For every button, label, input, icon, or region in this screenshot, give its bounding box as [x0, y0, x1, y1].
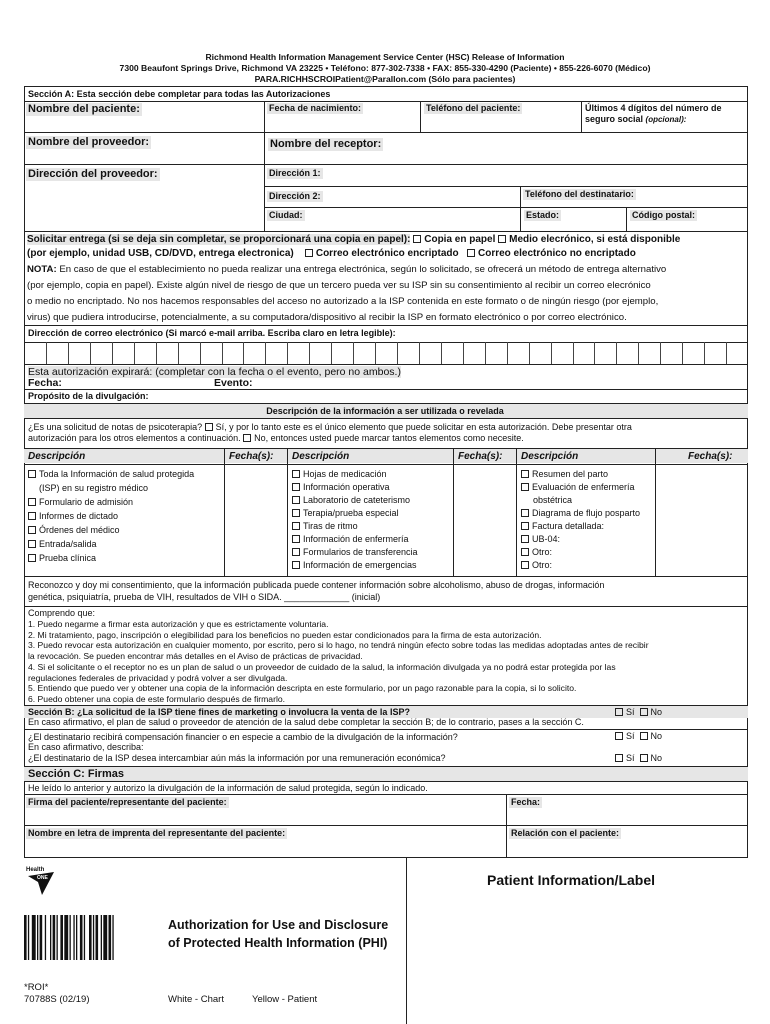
col2-item-7: Información de emergencias: [303, 560, 417, 570]
orders-checkbox[interactable]: [28, 526, 36, 534]
email-grid-divider: [331, 342, 332, 364]
purpose-label: Propósito de la divulgación:: [28, 391, 149, 401]
copy-white: White - Chart: [168, 994, 224, 1005]
b-q2-no-checkbox[interactable]: [640, 754, 648, 762]
psych-line-2: autorización para los otros elementos a continuación.: [28, 433, 241, 443]
understand-item: regulaciones federales de privacidad y podrá volver a ser divulgada.: [28, 672, 288, 683]
email-grid-divider: [529, 342, 530, 364]
barcode-bar: [64, 915, 68, 960]
recipient-name-label: Nombre del receptor:: [270, 138, 382, 150]
recipient-phone-label: Teléfono del destinatario:: [525, 189, 634, 199]
understand-item: 1. Puedo negarme a firmar esta autorización y que es estrictamente voluntaria.: [28, 619, 329, 629]
email-grid-divider: [353, 342, 354, 364]
b-q1-yes-checkbox[interactable]: [615, 732, 623, 740]
b-q2-yes: Sí: [626, 753, 635, 763]
email-grid-divider: [507, 342, 508, 364]
barcode-bar: [28, 915, 29, 960]
email-grid-divider: [594, 342, 595, 364]
address2-label: Dirección 2:: [269, 191, 321, 201]
understand-item: 4. Si el solicitante o el receptor no es un plan de salud o un proveedor de cuidado de la salud, la información divulgada ya no podrá estar protegida por las: [28, 661, 616, 672]
patient-label-title: Patient Information/Label: [487, 872, 656, 888]
doc-title-line-1: Authorization for Use and Disclosure: [168, 918, 389, 932]
section-a-title: Sección A: Esta sección debe completar para todas las Autorizaciones: [28, 89, 331, 99]
col1-item-1: Formulario de admisión: [39, 497, 134, 507]
dictation-checkbox[interactable]: [28, 512, 36, 520]
col2-item-2: Laboratorio de cateterismo: [303, 495, 411, 505]
ub04-checkbox[interactable]: [521, 535, 529, 543]
email-grid-divider: [200, 342, 201, 364]
email-grid-divider: [265, 342, 266, 364]
address1-label: Dirección 1:: [269, 168, 321, 178]
encrypted-label: Correo electrónico encriptado: [315, 248, 459, 259]
operative-checkbox[interactable]: [292, 483, 300, 491]
email-grid-divider: [287, 342, 288, 364]
description-header: Descripción de la información a ser utilizada o revelada: [266, 406, 504, 416]
email-grid-divider: [682, 342, 683, 364]
b-q2-no: No: [650, 753, 663, 763]
ssn-optional: (opcional):: [645, 115, 687, 124]
consent-line-2: genética, psiquiatría, prueba de VIH, resultados de VIH o SIDA.: [28, 592, 282, 602]
b-main-yes: Sí: [626, 707, 635, 717]
psych-no-checkbox[interactable]: [243, 434, 251, 442]
electronic-checkbox[interactable]: [498, 235, 506, 243]
barcode-bar: [53, 915, 56, 960]
note-line-2: (por ejemplo, copia en papel). Existe algún nivel de riesgo de que un tercero pueda ver su ISP sin su consentimiento al recibir un correo elecrónico: [27, 280, 651, 291]
email-grid-divider: [375, 342, 376, 364]
ssn-label-1: Últimos 4 dígitos del número de: [585, 103, 722, 113]
col3-item-2: Diagrama de flujo posparto: [532, 508, 641, 518]
expiry-event-label: Evento:: [214, 377, 253, 389]
col1-item-5: Prueba clínica: [39, 553, 97, 563]
email-grid-divider: [46, 342, 47, 364]
col2-item-1: Información operativa: [303, 482, 390, 492]
col2-desc-header: Descripción: [292, 451, 350, 462]
transfer-forms-checkbox[interactable]: [292, 548, 300, 556]
nursing-info-checkbox[interactable]: [292, 535, 300, 543]
psych-question: ¿Es una solicitud de notas de psicoterapia?: [28, 422, 203, 432]
col1-item-3: Órdenes del médico: [39, 525, 120, 535]
admission-checkbox[interactable]: [28, 498, 36, 506]
roi-code: *ROI*: [24, 982, 49, 993]
barcode-bar: [32, 915, 36, 960]
city-label: Ciudad:: [269, 210, 303, 220]
note-line-1: En caso de que el establecimiento no pueda realizar una entrega electrónica, según lo solicitado, se ofrecerá un método de entrega alternativo: [59, 264, 667, 275]
email-grid-divider: [616, 342, 617, 364]
email-grid-divider: [309, 342, 310, 364]
understand-item: 5. Entiendo que puedo ver y obtener una copia de la información descripta en este formulario, por un pago razonable para la copia, si lo solicito.: [28, 683, 577, 694]
col2-dates-header: Fecha(s):: [458, 451, 503, 462]
patient-name-label: Nombre del paciente:: [28, 103, 140, 115]
barcode-bar: [60, 915, 63, 960]
email-grid-divider: [551, 342, 552, 364]
electronic-label: Medio elecrónico, si está disponible: [509, 234, 681, 245]
provider-name-label: Nombre del proveedor:: [28, 136, 150, 148]
email-grid-divider: [419, 342, 420, 364]
consent-initial[interactable]: _____________ (inicial): [284, 592, 381, 602]
sign-date-label: Fecha:: [511, 797, 541, 807]
emergency-info-checkbox[interactable]: [292, 561, 300, 569]
b-q2-yes-checkbox[interactable]: [615, 754, 623, 762]
barcode-bar: [84, 915, 85, 960]
understand-item: 6. Puedo obtener una copia de este formulario después de firmarlo.: [28, 693, 286, 704]
cath-lab-checkbox[interactable]: [292, 496, 300, 504]
svg-text:ONE: ONE: [37, 875, 48, 881]
healthone-logo: [24, 862, 58, 896]
signature-label: Firma del paciente/representante del paciente:: [28, 797, 227, 807]
understand-item: 2. Mi tratamiento, pago, inscripción o elegibilidad para los beneficios no pueden estar condicionados para la firma de esta autorización.: [28, 629, 542, 640]
header-line-2: 7300 Beaufont Springs Drive, Richmond VA 23225 • Teléfono: 877-302-7338 • FAX: 855-330-4290 (Paciente) • 855-226-6070 (Médico): [119, 63, 651, 73]
barcode-bar: [80, 915, 83, 960]
barcode-bar: [96, 915, 99, 960]
barcode-bar: [109, 915, 112, 960]
barcode-bar: [57, 915, 58, 960]
state-label: Estado:: [526, 210, 560, 220]
email-grid-divider: [222, 342, 223, 364]
b-question-1: ¿El destinatario recibirá compensación financier o en especie a cambio de la divulgación de la información?: [28, 732, 458, 742]
barcode-bar: [93, 915, 94, 960]
note-line-3: o medio no encriptado. No nos hacemos responsables del acceso no autorizado a la ISP contenida en este formato o de ningún riesgo (por ejemplo,: [27, 296, 659, 307]
delivery-label: Solicitar entrega (si se deja sin completar, se proporcionará una copia en papel):: [27, 234, 411, 245]
note-label: NOTA:: [27, 264, 57, 275]
psych-yes-checkbox[interactable]: [205, 423, 213, 431]
col3-item-6: Otro:: [532, 560, 553, 570]
col3-item-3: Factura detallada:: [532, 521, 605, 531]
barcode-bar: [24, 915, 27, 960]
b-question-2: ¿El destinatario de la ISP desea intercambiar aún más la información por una remuneración económica?: [28, 753, 446, 763]
all-phi-checkbox[interactable]: [28, 470, 36, 478]
barcode-bar: [101, 915, 102, 960]
note-line-4: virus) que pudiera introducirse, potencialmente, a su computadora/dispositivo al recibir la ISP en formato electrónico o por correo electrónico.: [27, 312, 627, 323]
barcode-bar: [73, 915, 74, 960]
section-b-line-2: En caso afirmativo, el plan de salud o proveedor de atención de la salud debe completar la sección B; de lo contrario, pases a la sección C.: [28, 717, 584, 727]
barcode-bar: [112, 915, 113, 960]
barcode-bar: [76, 915, 77, 960]
email-grid-divider: [660, 342, 661, 364]
psych-yes-text: Sí, y por lo tanto este es el único elemento que puede solicitar en esta autorización. Debe presentar otra: [215, 422, 632, 432]
postpartum-checkbox[interactable]: [521, 509, 529, 517]
email-grid-divider: [90, 342, 91, 364]
email-grid-divider: [397, 342, 398, 364]
col2-item-0: Hojas de medicación: [303, 469, 387, 479]
barcode-bar: [50, 915, 51, 960]
delivery-examples: (por ejemplo, unidad USB, CD/DVD, entrega electronica): [27, 248, 294, 259]
psych-no-text: No, entonces usted puede marcar tantos elementos como necesite.: [254, 433, 524, 443]
understand-title: Comprendo que:: [28, 608, 96, 618]
unencrypted-label: Correo electrónico no encriptado: [478, 248, 636, 259]
col1-item-0: Toda la Información de salud protegida: [39, 469, 195, 479]
clinical-test-checkbox[interactable]: [28, 554, 36, 562]
med-sheets-checkbox[interactable]: [292, 470, 300, 478]
header-email: PARA.RICHHSCROIPatient@Parallon.com (Sólo para pacientes): [254, 74, 516, 84]
unencrypted-checkbox[interactable]: [467, 249, 475, 257]
understand-item: 3. Puedo revocar esta autorización en cualquier momento, por escrito, pero si lo hago, no tendrá ningún efecto sobre todas las medidas adoptadas antes de recibir: [28, 640, 649, 651]
barcode-bar: [103, 915, 107, 960]
col1-item-2: Informes de dictado: [39, 511, 119, 521]
paper-checkbox[interactable]: [413, 235, 421, 243]
email-grid-divider: [68, 342, 69, 364]
col1-desc-header: Descripción: [28, 451, 86, 462]
doc-title-line-2: of Protected Health Information (PHI): [168, 936, 388, 950]
email-grid-divider: [726, 342, 727, 364]
logo-text: Health: [26, 867, 45, 873]
relationship-label: Relación con el paciente:: [511, 828, 620, 838]
b-q1-yes: Sí: [626, 731, 635, 741]
email-grid-divider: [463, 342, 464, 364]
b-question-1b: En caso afirmativo, describa:: [28, 742, 144, 752]
barcode-bar: [37, 915, 38, 960]
barcode-bar: [89, 915, 92, 960]
b-main-no: No: [650, 707, 663, 717]
barcode: [24, 915, 154, 960]
b-main-no-checkbox[interactable]: [640, 708, 648, 716]
ssn-label-2: seguro social: [585, 114, 644, 124]
understand-item: la revocación. Se pueden encontrar más detalles en el Aviso de prácticas de privacidad.: [28, 651, 363, 662]
special-therapy-checkbox[interactable]: [292, 509, 300, 517]
b-main-yes-checkbox[interactable]: [615, 708, 623, 716]
itemized-bill-checkbox[interactable]: [521, 522, 529, 530]
email-grid-divider: [441, 342, 442, 364]
col2-item-4: Tiras de ritmo: [303, 521, 358, 531]
col3-item-1: Evaluación de enfermería: [532, 482, 635, 492]
email-grid-divider: [178, 342, 179, 364]
encrypted-checkbox[interactable]: [305, 249, 313, 257]
patient-phone-label: Teléfono del paciente:: [426, 103, 521, 113]
col2-item-5: Información de enfermería: [303, 534, 409, 544]
col1-dates-header: Fecha(s):: [229, 451, 274, 462]
dob-label: Fecha de nacimiento:: [269, 103, 362, 113]
col3-desc-header: Descripción: [521, 451, 579, 462]
paper-label: Copia en papel: [424, 234, 496, 245]
nursing-eval-checkbox[interactable]: [521, 483, 529, 491]
other1-checkbox[interactable]: [521, 548, 529, 556]
col3-item-1-cont: obstétrica: [533, 495, 573, 505]
col3-item-5: Otro:: [532, 547, 553, 557]
email-grid-divider: [638, 342, 639, 364]
col1-item-4: Entrada/salida: [39, 539, 97, 549]
consent-line-1: Reconozco y doy mi consentimiento, que la información publicada puede contener información sobre alcoholismo, abuso de drogas, información: [28, 580, 605, 590]
col2-item-3: Terapia/prueba especial: [303, 508, 399, 518]
other2-checkbox[interactable]: [521, 561, 529, 569]
b-q1-no: No: [650, 731, 663, 741]
email-grid-divider: [485, 342, 486, 364]
rhythm-strips-checkbox[interactable]: [292, 522, 300, 530]
printed-name-label: Nombre en letra de imprenta del representante del paciente:: [28, 828, 286, 838]
expiry-text: Esta autorización expirará: (completar con la fecha o el evento, pero no ambos.): [28, 366, 401, 378]
provider-address-label: Dirección del proveedor:: [28, 168, 158, 180]
barcode-bar: [40, 915, 43, 960]
b-q1-no-checkbox[interactable]: [640, 732, 648, 740]
email-grid-divider: [573, 342, 574, 364]
barcode-bar: [70, 915, 71, 960]
barcode-bar: [45, 915, 46, 960]
email-grid-divider: [704, 342, 705, 364]
email-grid-divider: [134, 342, 135, 364]
expiry-date-label: Fecha:: [28, 377, 62, 389]
col2-item-6: Formularios de transferencia: [303, 547, 418, 557]
copy-yellow: Yellow - Patient: [252, 994, 318, 1005]
section-c-line: He leído lo anterior y autorizo la divulgación de la información de salud protegida, según lo indicado.: [28, 783, 428, 793]
form-number: 70788S (02/19): [24, 994, 90, 1005]
email-grid-divider: [156, 342, 157, 364]
col1-item-0-cont: (ISP) en su registro médico: [39, 483, 149, 493]
section-c-title: Sección C: Firmas: [28, 768, 124, 780]
col3-item-4: UB-04:: [532, 534, 561, 544]
birth-summary-checkbox[interactable]: [521, 470, 529, 478]
email-grid-divider: [112, 342, 113, 364]
header-line-1: Richmond Health Information Management Service Center (HSC) Release of Information: [205, 52, 565, 62]
in-out-checkbox[interactable]: [28, 540, 36, 548]
col3-item-0: Resumen del parto: [532, 469, 609, 479]
section-b-title: Sección B: ¿La solicitud de la ISP tiene fines de marketing o involucra la venta de la ISP?: [28, 707, 410, 717]
email-grid-divider: [243, 342, 244, 364]
col3-dates-header: Fecha(s):: [688, 451, 733, 462]
email-label: Dirección de correo electrónico (Si marcó e-mail arriba. Escriba claro en letra legible):: [28, 328, 396, 338]
zip-label: Código postal:: [632, 210, 695, 220]
